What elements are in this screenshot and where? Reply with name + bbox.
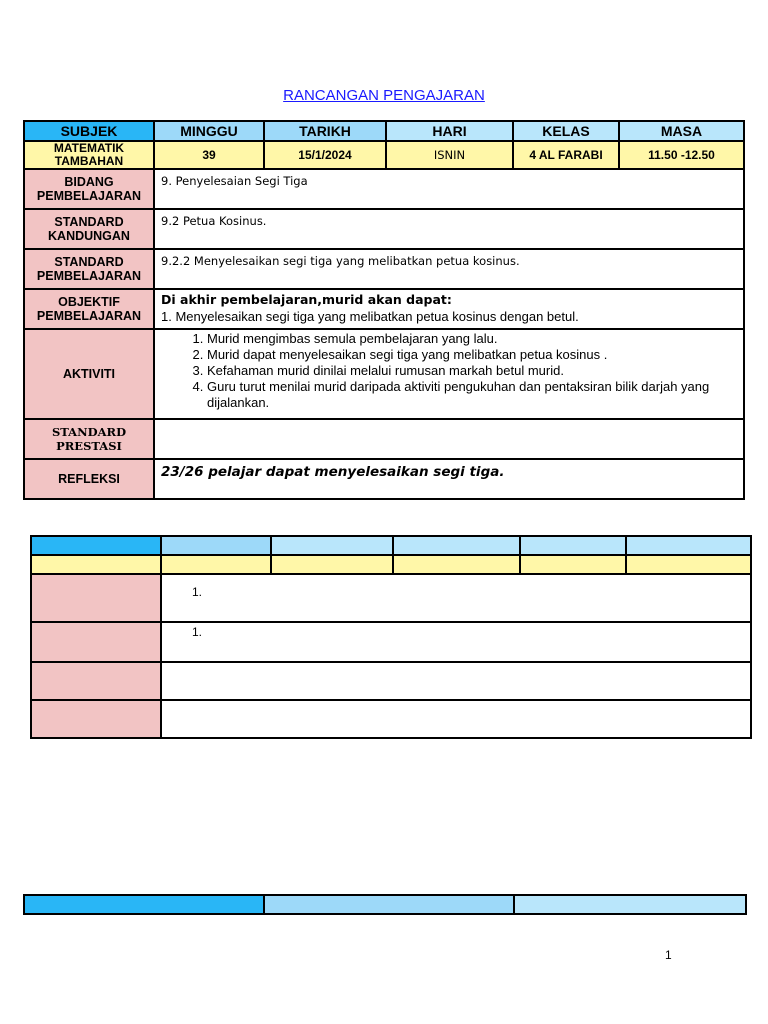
refleksi-row: [24, 459, 744, 499]
header-kelas: KELAS: [513, 121, 619, 141]
objektif-label: OBJEKTIF PEMBELAJARAN: [24, 289, 154, 329]
objektif-row: [24, 289, 744, 329]
sp-row: [24, 249, 744, 289]
second-row: [31, 662, 751, 700]
sk-row: [24, 209, 744, 249]
second-value-cell: [626, 555, 751, 574]
page-number: 1: [665, 948, 672, 962]
second-content-cell: [161, 662, 751, 700]
second-values-row: [31, 555, 751, 574]
sk-label: STANDARD KANDUNGAN: [24, 209, 154, 249]
third-header-row: [24, 895, 746, 914]
aktiviti-item: 3. Kefahaman murid dinilai melalui rumusan markah betul murid.: [207, 363, 737, 379]
second-header-cell: [626, 536, 751, 555]
prestasi-row: [24, 419, 744, 459]
second-value-cell: [161, 555, 271, 574]
aktiviti-label: AKTIVITI: [24, 329, 154, 419]
prestasi-value: [154, 419, 744, 459]
second-label-cell: [31, 622, 161, 662]
second-label-cell: [31, 662, 161, 700]
page-title: RANCANGAN PENGAJARAN: [283, 87, 485, 104]
aktiviti-list: [161, 331, 737, 411]
aktiviti-row: [24, 329, 744, 419]
value-hari: ISNIN: [386, 141, 513, 169]
sk-value: 9.2 Petua Kosinus.: [154, 209, 744, 249]
prestasi-label: STANDARD PRESTASI: [24, 419, 154, 459]
second-header-cell: [520, 536, 626, 555]
objektif-cell: [154, 289, 744, 329]
objektif-heading: Di akhir pembelajaran,murid akan dapat:: [161, 292, 452, 307]
lesson-plan-table: [23, 120, 745, 500]
second-value-cell: [393, 555, 520, 574]
value-subjek: MATEMATIK TAMBAHAN: [24, 141, 154, 169]
second-header-cell: [393, 536, 520, 555]
aktiviti-item: 2. Murid dapat menyelesaikan segi tiga yang melibatkan petua kosinus .: [207, 347, 737, 363]
second-header-cell: [271, 536, 393, 555]
header-subjek: SUBJEK: [24, 121, 154, 141]
second-row: [31, 574, 751, 622]
header-masa: MASA: [619, 121, 744, 141]
header-hari: HARI: [386, 121, 513, 141]
aktiviti-item: 4. Guru turut menilai murid daripada aktiviti pengukuhan dan pentaksiran bilik darjah yang dijalankan.: [207, 379, 737, 411]
header-row: [24, 121, 744, 141]
bidang-label: BIDANG PEMBELAJARAN: [24, 169, 154, 209]
refleksi-value: 23/26 pelajar dapat menyelesaikan segi tiga.: [154, 459, 744, 499]
third-header-cell: [24, 895, 264, 914]
value-masa: 11.50 -12.50: [619, 141, 744, 169]
sp-value: 9.2.2 Menyelesaikan segi tiga yang melibatkan petua kosinus.: [154, 249, 744, 289]
sp-label: STANDARD PEMBELAJARAN: [24, 249, 154, 289]
bidang-row: [24, 169, 744, 209]
value-minggu: 39: [154, 141, 264, 169]
second-header-cell: [31, 536, 161, 555]
objektif-item: 1. Menyelesaikan segi tiga yang melibatkan petua kosinus dengan betul.: [161, 309, 579, 324]
second-row: [31, 622, 751, 662]
header-tarikh: TARIKH: [264, 121, 386, 141]
value-tarikh: 15/1/2024: [264, 141, 386, 169]
second-item: 1.: [161, 574, 751, 622]
second-header-row: [31, 536, 751, 555]
second-value-cell: [520, 555, 626, 574]
second-lesson-table: [30, 535, 752, 739]
third-header-cell: [514, 895, 746, 914]
second-label-cell: [31, 574, 161, 622]
values-row: [24, 141, 744, 169]
second-row: [31, 700, 751, 738]
third-header-cell: [264, 895, 514, 914]
bidang-value: 9. Penyelesaian Segi Tiga: [154, 169, 744, 209]
aktiviti-cell: [154, 329, 744, 419]
aktiviti-item: 1. Murid mengimbas semula pembelajaran yang lalu.: [207, 331, 737, 347]
second-header-cell: [161, 536, 271, 555]
third-table-header: [23, 894, 747, 915]
header-minggu: MINGGU: [154, 121, 264, 141]
second-content-cell: [161, 700, 751, 738]
second-value-cell: [271, 555, 393, 574]
second-value-cell: [31, 555, 161, 574]
second-item: 1.: [161, 622, 751, 662]
value-kelas: 4 AL FARABI: [513, 141, 619, 169]
refleksi-label: REFLEKSI: [24, 459, 154, 499]
second-label-cell: [31, 700, 161, 738]
